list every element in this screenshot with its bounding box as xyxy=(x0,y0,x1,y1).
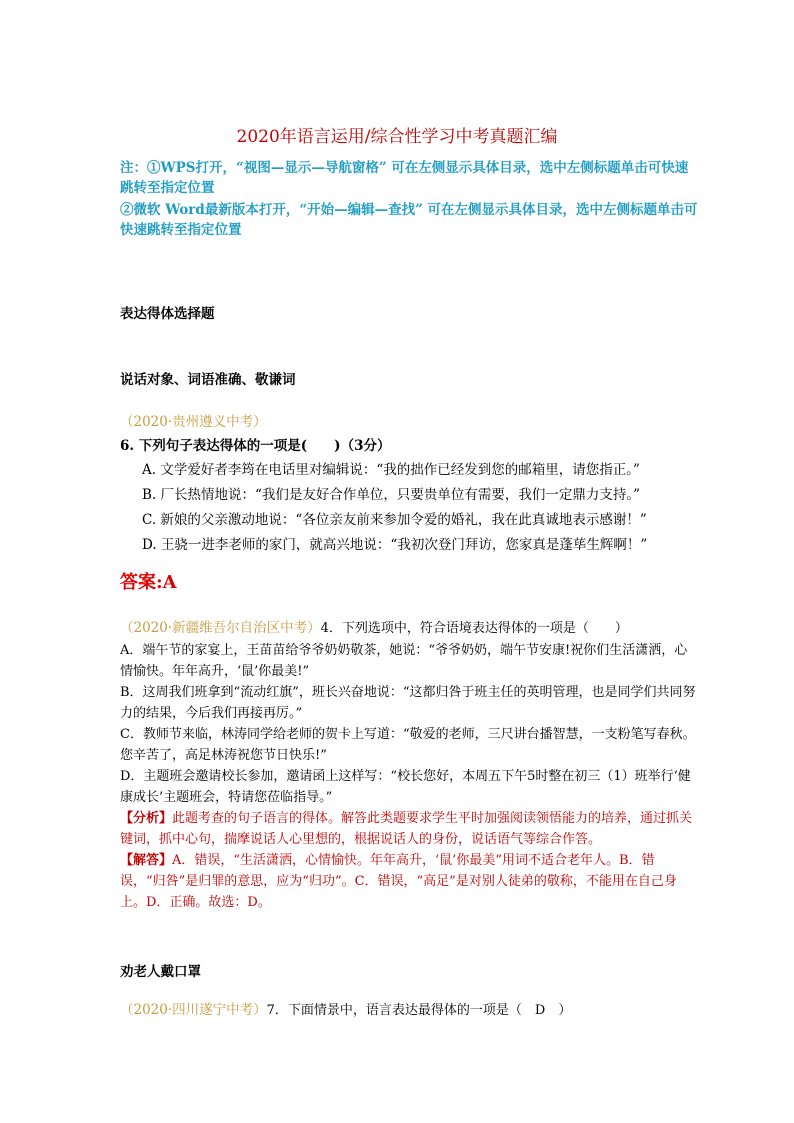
q2-option-c: C．教师节来临，林涛同学给老师的贺卡上写道：“敬爱的老师，三尺讲台播智慧，一支粉笔写春秋。您辛苦了，高足林涛祝您节日快乐!” xyxy=(120,727,696,763)
q2-option-b: B．这周我们班拿到“流动红旗”，班长兴奋地说：“这都归咎于班主任的英明管理，也是同学们共同努力的结果，今后我们再接再厉。” xyxy=(120,685,696,721)
q1-option-a: A. 文学爱好者李筠在电话里对编辑说：“我的拙作已经发到您的邮箱里，请您指正。” xyxy=(142,462,640,478)
section-heading-mask: 劝老人戴口罩 xyxy=(120,964,201,980)
q2-solution xyxy=(120,850,700,913)
solution-text: A．错误，“生活潇洒，心情愉快。年年高升，‘鼠’你最美”用词不适合老年人。B．错误，“归咎”是归罪的意思，应为“归功”。C．错误，“高足”是对别人徒弟的敬称，不能用在自己身上。D．正确。故选：D。 xyxy=(120,853,677,910)
q1-option-c: C. 新娘的父亲激动地说：“各位亲友前来参加令爱的婚礼，我在此真诚地表示感谢！” xyxy=(142,512,647,528)
q2-question xyxy=(120,618,700,639)
q1-option-b: B. 厂长热情地说：“我们是友好合作单位，只要贵单位有需要，我们一定鼎力支持。” xyxy=(142,487,641,503)
q2-analysis xyxy=(120,808,700,850)
q1-option-d: D. 王骁一进李老师的家门，就高兴地说：“我初次登门拜访，您家真是蓬荜生辉啊！” xyxy=(142,537,648,553)
q2-source: （2020·新疆维吾尔自治区中考） xyxy=(120,620,321,636)
q2-stem: 4．下列选项中，符合语境表达得体的一项是（ ） xyxy=(320,621,628,636)
q2-option-a: A．端午节的家宴上，王苗苗给爷爷奶奶敬茶，她说：“爷爷奶奶，端午节安康!祝你们生活潇洒，心情愉快。年年高升，‘鼠’你最美!” xyxy=(120,643,688,679)
q3-stem: 7．下面情景中，语言表达最得体的一项是（ D ） xyxy=(266,1003,572,1018)
page-title: 2020年语言运用/综合性学习中考真题汇编 xyxy=(236,127,558,147)
solution-tag: 【解答】 xyxy=(120,853,173,868)
q1-source: （2020·贵州遵义中考） xyxy=(120,414,267,430)
note-line-2: ②微软 Word最新版本打开，“开始—编辑—查找” 可在左侧显示具体目录，选中左侧标题单击可快速跳转至指定位置 xyxy=(120,202,698,238)
q1-stem: 6. 下列句子表达得体的一项是( )（3分） xyxy=(120,438,391,454)
q2-option-d: D．主题班会邀请校长参加，邀请函上这样写：“校长您好，本周五下午5时整在初三（1）班举行‘健康成长’主题班会，特请您莅临指导。” xyxy=(120,769,691,805)
section-heading-honorifics: 说话对象、词语准确、敬谦词 xyxy=(120,372,296,388)
q1-answer: 答案:A xyxy=(120,572,177,593)
q3-question xyxy=(120,1000,700,1021)
section-heading-expression: 表达得体选择题 xyxy=(120,306,215,322)
analysis-text: 此题考查的句子语言的得体。解答此类题要求学生平时加强阅读领悟能力的培养，通过抓关键词，抓中心句，揣摩说话人心里想的，根据说话人的身份，说话语气等综合作答。 xyxy=(120,811,693,847)
q3-source: （2020·四川遂宁中考） xyxy=(120,1002,267,1018)
note-line-1: 注：①WPS打开，“视图—显示—导航窗格” 可在左侧显示具体目录，选中左侧标题单击可快速跳转至指定位置 xyxy=(120,160,689,196)
analysis-tag: 【分析】 xyxy=(120,811,173,826)
